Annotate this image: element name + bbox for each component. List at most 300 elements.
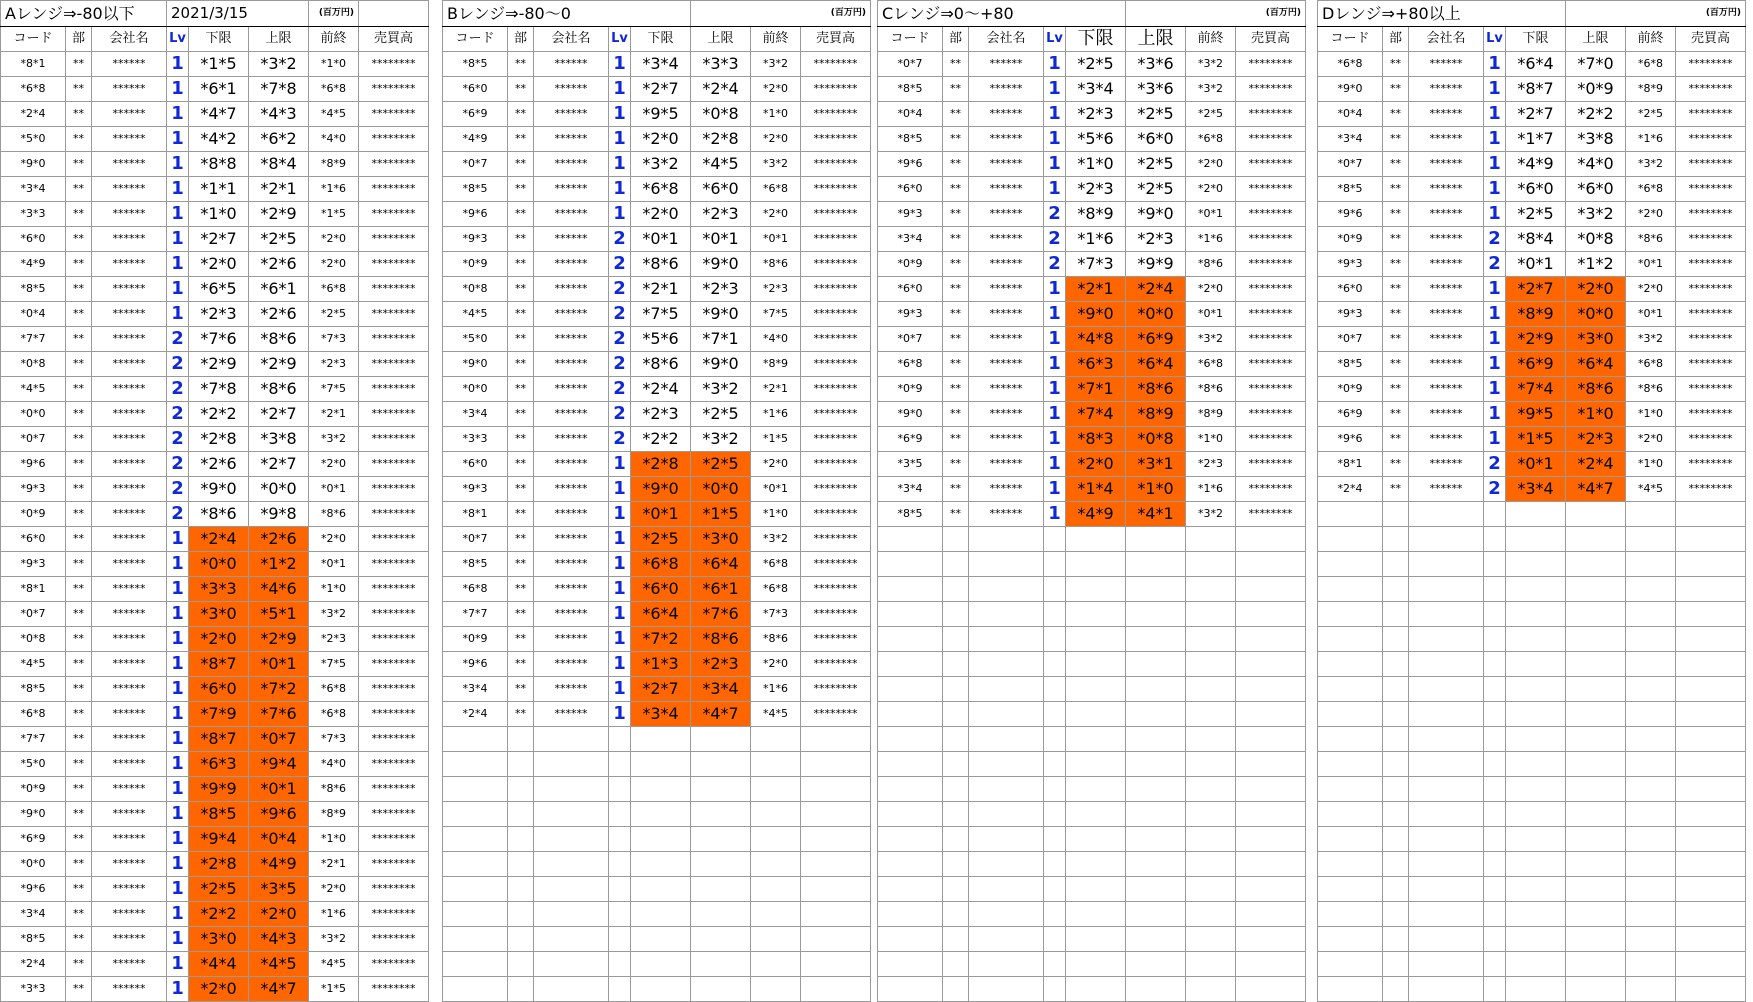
empty-cell[interactable] [1066, 677, 1126, 702]
level-cell[interactable]: 1 [167, 927, 189, 952]
empty-cell[interactable] [943, 752, 969, 777]
lower-limit-cell[interactable]: *6*4 [1506, 52, 1566, 77]
company-cell[interactable]: ****** [534, 527, 609, 552]
volume-cell[interactable]: ******** [359, 852, 429, 877]
empty-cell[interactable] [1484, 752, 1506, 777]
level-cell[interactable]: 1 [167, 127, 189, 152]
empty-cell[interactable] [1236, 877, 1306, 902]
empty-cell[interactable] [534, 902, 609, 927]
volume-cell[interactable]: ******** [1676, 52, 1746, 77]
volume-cell[interactable]: ******** [359, 977, 429, 1002]
company-cell[interactable]: ****** [92, 977, 167, 1002]
volume-cell[interactable]: ******** [359, 227, 429, 252]
company-cell[interactable]: ****** [1409, 52, 1484, 77]
level-cell[interactable]: 1 [167, 202, 189, 227]
company-cell[interactable]: ****** [1409, 277, 1484, 302]
volume-cell[interactable]: ******** [359, 52, 429, 77]
empty-cell[interactable] [969, 527, 1044, 552]
empty-cell[interactable] [943, 927, 969, 952]
section-cell[interactable]: ** [1383, 77, 1409, 102]
company-cell[interactable]: ****** [92, 302, 167, 327]
prev-close-cell[interactable]: *3*2 [309, 427, 359, 452]
empty-cell[interactable] [1484, 827, 1506, 852]
empty-cell[interactable] [1676, 677, 1746, 702]
empty-cell[interactable] [1676, 927, 1746, 952]
volume-cell[interactable]: ******** [801, 552, 871, 577]
empty-cell[interactable] [1409, 952, 1484, 977]
volume-cell[interactable]: ******** [1236, 377, 1306, 402]
empty-cell[interactable] [534, 777, 609, 802]
upper-limit-cell[interactable]: *3*6 [1126, 77, 1186, 102]
upper-limit-cell[interactable]: *3*2 [249, 52, 309, 77]
code-cell[interactable]: *0*9 [1, 777, 66, 802]
upper-limit-cell[interactable]: *3*4 [691, 677, 751, 702]
volume-cell[interactable]: ******** [1676, 227, 1746, 252]
section-cell[interactable]: ** [66, 627, 92, 652]
level-cell[interactable]: 1 [167, 702, 189, 727]
empty-cell[interactable] [1044, 652, 1066, 677]
lower-limit-cell[interactable]: *2*4 [631, 377, 691, 402]
volume-cell[interactable]: ******** [1236, 352, 1306, 377]
company-cell[interactable]: ****** [1409, 202, 1484, 227]
empty-cell[interactable] [1484, 927, 1506, 952]
section-cell[interactable]: ** [943, 52, 969, 77]
empty-cell[interactable] [1676, 552, 1746, 577]
empty-cell[interactable] [1506, 977, 1566, 1002]
level-cell[interactable]: 2 [1484, 252, 1506, 277]
upper-limit-cell[interactable]: *2*3 [1566, 427, 1626, 452]
empty-cell[interactable] [1126, 802, 1186, 827]
column-header-prev[interactable]: 前終 [1186, 27, 1236, 52]
prev-close-cell[interactable]: *3*2 [751, 152, 801, 177]
upper-limit-cell[interactable]: *6*4 [1126, 352, 1186, 377]
volume-cell[interactable]: ******** [359, 927, 429, 952]
code-cell[interactable]: *8*5 [443, 52, 508, 77]
company-cell[interactable]: ****** [92, 52, 167, 77]
code-cell[interactable]: *8*5 [1, 677, 66, 702]
empty-cell[interactable] [1506, 952, 1566, 977]
section-cell[interactable]: ** [508, 302, 534, 327]
empty-cell[interactable] [751, 827, 801, 852]
code-cell[interactable]: *9*3 [1318, 252, 1383, 277]
level-cell[interactable]: 1 [167, 952, 189, 977]
lower-limit-cell[interactable]: *9*4 [189, 827, 249, 852]
lower-limit-cell[interactable]: *3*2 [631, 152, 691, 177]
level-cell[interactable]: 2 [609, 327, 631, 352]
empty-cell[interactable] [943, 802, 969, 827]
volume-cell[interactable]: ******** [801, 352, 871, 377]
empty-cell[interactable] [943, 702, 969, 727]
empty-cell[interactable] [751, 902, 801, 927]
prev-close-cell[interactable]: *4*5 [1626, 477, 1676, 502]
section-cell[interactable]: ** [508, 127, 534, 152]
volume-cell[interactable]: ******** [359, 352, 429, 377]
empty-cell[interactable] [1506, 877, 1566, 902]
upper-limit-cell[interactable]: *0*0 [1126, 302, 1186, 327]
code-cell[interactable]: *0*7 [878, 327, 943, 352]
volume-cell[interactable]: ******** [359, 952, 429, 977]
company-cell[interactable]: ****** [969, 452, 1044, 477]
prev-close-cell[interactable]: *0*1 [1626, 252, 1676, 277]
level-cell[interactable]: 1 [609, 477, 631, 502]
empty-cell[interactable] [1506, 702, 1566, 727]
prev-close-cell[interactable]: *3*2 [309, 927, 359, 952]
code-cell[interactable]: *0*4 [1318, 102, 1383, 127]
volume-cell[interactable]: ******** [359, 827, 429, 852]
prev-close-cell[interactable]: *6*8 [1626, 52, 1676, 77]
level-cell[interactable]: 1 [1044, 427, 1066, 452]
code-cell[interactable]: *8*5 [443, 177, 508, 202]
empty-cell[interactable] [1409, 527, 1484, 552]
level-cell[interactable]: 1 [609, 77, 631, 102]
prev-close-cell[interactable]: *6*8 [309, 702, 359, 727]
upper-limit-cell[interactable]: *0*8 [1566, 227, 1626, 252]
section-cell[interactable]: ** [66, 477, 92, 502]
upper-limit-cell[interactable]: *3*1 [1126, 452, 1186, 477]
level-cell[interactable]: 1 [1484, 152, 1506, 177]
empty-cell[interactable] [969, 627, 1044, 652]
column-header-bu[interactable]: 部 [508, 27, 534, 52]
empty-cell[interactable] [1484, 502, 1506, 527]
code-cell[interactable]: *9*3 [1, 477, 66, 502]
prev-close-cell[interactable]: *0*1 [309, 552, 359, 577]
upper-limit-cell[interactable]: *4*3 [249, 927, 309, 952]
empty-cell[interactable] [1318, 927, 1383, 952]
lower-limit-cell[interactable]: *1*5 [189, 52, 249, 77]
empty-cell[interactable] [1676, 977, 1746, 1002]
section-cell[interactable]: ** [66, 277, 92, 302]
level-cell[interactable]: 1 [1484, 327, 1506, 352]
empty-cell[interactable] [1409, 577, 1484, 602]
empty-cell[interactable] [878, 677, 943, 702]
empty-cell[interactable] [1383, 927, 1409, 952]
empty-cell[interactable] [1626, 802, 1676, 827]
company-cell[interactable]: ****** [969, 177, 1044, 202]
prev-close-cell[interactable]: *2*0 [309, 252, 359, 277]
empty-cell[interactable] [631, 952, 691, 977]
empty-cell[interactable] [534, 927, 609, 952]
empty-cell[interactable] [1409, 802, 1484, 827]
upper-limit-cell[interactable]: *2*8 [691, 127, 751, 152]
lower-limit-cell[interactable]: *1*7 [1506, 127, 1566, 152]
upper-limit-cell[interactable]: *9*0 [691, 352, 751, 377]
lower-limit-cell[interactable]: *1*0 [1066, 152, 1126, 177]
volume-cell[interactable]: ******** [801, 302, 871, 327]
lower-limit-cell[interactable]: *8*9 [1066, 202, 1126, 227]
lower-limit-cell[interactable]: *3*4 [631, 702, 691, 727]
empty-cell[interactable] [943, 602, 969, 627]
code-cell[interactable]: *3*4 [443, 402, 508, 427]
company-cell[interactable]: ****** [969, 77, 1044, 102]
lower-limit-cell[interactable]: *8*6 [189, 502, 249, 527]
column-header-prev[interactable]: 前終 [1626, 27, 1676, 52]
section-cell[interactable]: ** [1383, 202, 1409, 227]
prev-close-cell[interactable]: *1*0 [309, 577, 359, 602]
upper-limit-cell[interactable]: *2*6 [249, 302, 309, 327]
company-cell[interactable]: ****** [969, 352, 1044, 377]
code-cell[interactable]: *3*4 [1, 177, 66, 202]
volume-cell[interactable]: ******** [359, 877, 429, 902]
empty-cell[interactable] [1186, 827, 1236, 852]
empty-cell[interactable] [1318, 952, 1383, 977]
level-cell[interactable]: 1 [167, 227, 189, 252]
code-cell[interactable]: *9*0 [878, 402, 943, 427]
empty-cell[interactable] [534, 977, 609, 1002]
empty-cell[interactable] [1126, 677, 1186, 702]
code-cell[interactable]: *8*5 [1, 927, 66, 952]
empty-cell[interactable] [1236, 952, 1306, 977]
code-cell[interactable]: *2*4 [1, 952, 66, 977]
empty-cell[interactable] [1126, 702, 1186, 727]
code-cell[interactable]: *9*6 [1318, 427, 1383, 452]
upper-limit-cell[interactable]: *3*6 [1126, 52, 1186, 77]
company-cell[interactable]: ****** [1409, 252, 1484, 277]
empty-cell[interactable] [969, 827, 1044, 852]
section-cell[interactable]: ** [66, 927, 92, 952]
volume-cell[interactable]: ******** [801, 277, 871, 302]
section-cell[interactable]: ** [943, 127, 969, 152]
empty-cell[interactable] [1626, 952, 1676, 977]
section-cell[interactable]: ** [1383, 352, 1409, 377]
company-cell[interactable]: ****** [534, 602, 609, 627]
section-cell[interactable]: ** [508, 552, 534, 577]
prev-close-cell[interactable]: *3*2 [751, 52, 801, 77]
section-cell[interactable]: ** [66, 977, 92, 1002]
empty-cell[interactable] [1484, 852, 1506, 877]
upper-limit-cell[interactable]: *6*2 [249, 127, 309, 152]
upper-limit-cell[interactable]: *6*1 [691, 577, 751, 602]
section-cell[interactable]: ** [508, 502, 534, 527]
volume-cell[interactable]: ******** [801, 627, 871, 652]
lower-limit-cell[interactable]: *2*7 [631, 77, 691, 102]
company-cell[interactable]: ****** [92, 827, 167, 852]
code-cell[interactable]: *4*5 [1, 377, 66, 402]
lower-limit-cell[interactable]: *1*5 [1506, 427, 1566, 452]
company-cell[interactable]: ****** [1409, 377, 1484, 402]
empty-cell[interactable] [1044, 752, 1066, 777]
section-cell[interactable]: ** [66, 152, 92, 177]
empty-cell[interactable] [878, 977, 943, 1002]
code-cell[interactable]: *9*6 [443, 202, 508, 227]
section-cell[interactable]: ** [66, 602, 92, 627]
empty-cell[interactable] [609, 927, 631, 952]
empty-cell[interactable] [1044, 777, 1066, 802]
prev-close-cell[interactable]: *4*5 [309, 102, 359, 127]
section-cell[interactable]: ** [66, 752, 92, 777]
code-cell[interactable]: *7*7 [443, 602, 508, 627]
lower-limit-cell[interactable]: *5*6 [631, 327, 691, 352]
lower-limit-cell[interactable]: *6*0 [189, 677, 249, 702]
section-cell[interactable]: ** [66, 702, 92, 727]
company-cell[interactable]: ****** [1409, 102, 1484, 127]
empty-cell[interactable] [1126, 852, 1186, 877]
lower-limit-cell[interactable]: *2*5 [1506, 202, 1566, 227]
empty-cell[interactable] [1626, 852, 1676, 877]
empty-cell[interactable] [1236, 727, 1306, 752]
volume-cell[interactable]: ******** [1236, 452, 1306, 477]
code-cell[interactable]: *9*6 [1, 452, 66, 477]
lower-limit-cell[interactable]: *2*5 [1066, 52, 1126, 77]
volume-cell[interactable]: ******** [801, 452, 871, 477]
volume-cell[interactable]: ******** [359, 252, 429, 277]
column-header-lo[interactable]: 下限 [631, 27, 691, 52]
upper-limit-cell[interactable]: *8*6 [249, 327, 309, 352]
section-cell[interactable]: ** [508, 402, 534, 427]
level-cell[interactable]: 1 [167, 652, 189, 677]
volume-cell[interactable]: ******** [1236, 252, 1306, 277]
code-cell[interactable]: *0*8 [1, 627, 66, 652]
empty-cell[interactable] [969, 852, 1044, 877]
empty-cell[interactable] [1186, 527, 1236, 552]
lower-limit-cell[interactable]: *2*0 [1066, 452, 1126, 477]
code-cell[interactable]: *8*5 [443, 552, 508, 577]
empty-cell[interactable] [1318, 777, 1383, 802]
empty-cell[interactable] [943, 627, 969, 652]
empty-cell[interactable] [1236, 802, 1306, 827]
code-cell[interactable]: *9*0 [1, 802, 66, 827]
lower-limit-cell[interactable]: *8*6 [631, 252, 691, 277]
volume-cell[interactable]: ******** [801, 177, 871, 202]
range-title[interactable]: Cレンジ⇒0～+80 [878, 1, 1126, 27]
empty-cell[interactable] [1676, 527, 1746, 552]
empty-cell[interactable] [1484, 652, 1506, 677]
section-cell[interactable]: ** [943, 452, 969, 477]
empty-cell[interactable] [1318, 577, 1383, 602]
upper-limit-cell[interactable]: *2*5 [1126, 102, 1186, 127]
lower-limit-cell[interactable]: *7*8 [189, 377, 249, 402]
company-cell[interactable]: ****** [534, 77, 609, 102]
upper-limit-cell[interactable]: *2*4 [1126, 277, 1186, 302]
empty-cell[interactable] [1566, 702, 1626, 727]
empty-cell[interactable] [691, 827, 751, 852]
code-cell[interactable]: *5*0 [1, 127, 66, 152]
empty-cell[interactable] [1626, 927, 1676, 952]
volume-cell[interactable]: ******** [359, 602, 429, 627]
prev-close-cell[interactable]: *2*0 [1186, 152, 1236, 177]
empty-cell[interactable] [631, 727, 691, 752]
code-cell[interactable]: *6*0 [1318, 277, 1383, 302]
prev-close-cell[interactable]: *4*5 [309, 952, 359, 977]
prev-close-cell[interactable]: *3*2 [1186, 77, 1236, 102]
code-cell[interactable]: *0*7 [1, 427, 66, 452]
prev-close-cell[interactable]: *1*0 [309, 827, 359, 852]
level-cell[interactable]: 1 [167, 52, 189, 77]
empty-cell[interactable] [801, 727, 871, 752]
company-cell[interactable]: ****** [92, 802, 167, 827]
empty-cell[interactable] [1506, 627, 1566, 652]
empty-cell[interactable] [1186, 702, 1236, 727]
volume-cell[interactable]: ******** [1236, 202, 1306, 227]
upper-limit-cell[interactable]: *7*0 [1566, 52, 1626, 77]
level-cell[interactable]: 1 [167, 252, 189, 277]
prev-close-cell[interactable]: *8*6 [751, 627, 801, 652]
section-cell[interactable]: ** [943, 102, 969, 127]
prev-close-cell[interactable]: *6*8 [1626, 352, 1676, 377]
empty-cell[interactable] [1066, 702, 1126, 727]
empty-cell[interactable] [801, 777, 871, 802]
company-cell[interactable]: ****** [92, 202, 167, 227]
empty-cell[interactable] [751, 777, 801, 802]
empty-cell[interactable] [1566, 527, 1626, 552]
level-cell[interactable]: 2 [609, 377, 631, 402]
lower-limit-cell[interactable]: *7*2 [631, 627, 691, 652]
empty-cell[interactable] [1626, 777, 1676, 802]
column-header-vol[interactable]: 売買高 [1236, 27, 1306, 52]
empty-cell[interactable] [1044, 727, 1066, 752]
prev-close-cell[interactable]: *3*2 [751, 527, 801, 552]
code-cell[interactable]: *6*0 [878, 177, 943, 202]
volume-cell[interactable]: ******** [359, 452, 429, 477]
section-cell[interactable]: ** [1383, 52, 1409, 77]
empty-cell[interactable] [1186, 552, 1236, 577]
code-cell[interactable]: *3*5 [878, 452, 943, 477]
empty-cell[interactable] [1409, 777, 1484, 802]
volume-cell[interactable]: ******** [801, 127, 871, 152]
lower-limit-cell[interactable]: *2*0 [631, 202, 691, 227]
empty-cell[interactable] [1236, 902, 1306, 927]
empty-cell[interactable] [1318, 977, 1383, 1002]
level-cell[interactable]: 2 [1044, 227, 1066, 252]
code-cell[interactable]: *0*7 [443, 527, 508, 552]
column-header-na[interactable]: 会社名 [534, 27, 609, 52]
lower-limit-cell[interactable]: *2*8 [189, 852, 249, 877]
empty-cell[interactable] [1236, 827, 1306, 852]
upper-limit-cell[interactable]: *7*8 [249, 77, 309, 102]
empty-cell[interactable] [1044, 827, 1066, 852]
section-cell[interactable]: ** [943, 177, 969, 202]
section-cell[interactable]: ** [508, 527, 534, 552]
empty-cell[interactable] [801, 852, 871, 877]
empty-cell[interactable] [1676, 827, 1746, 852]
company-cell[interactable]: ****** [969, 427, 1044, 452]
empty-cell[interactable] [1506, 652, 1566, 677]
section-cell[interactable]: ** [508, 327, 534, 352]
volume-cell[interactable]: ******** [1236, 177, 1306, 202]
volume-cell[interactable]: ******** [359, 477, 429, 502]
prev-close-cell[interactable]: *6*8 [1186, 127, 1236, 152]
volume-cell[interactable]: ******** [359, 427, 429, 452]
empty-cell[interactable] [1506, 677, 1566, 702]
lower-limit-cell[interactable]: *7*5 [631, 302, 691, 327]
empty-cell[interactable] [1066, 827, 1126, 852]
upper-limit-cell[interactable]: *4*7 [1566, 477, 1626, 502]
level-cell[interactable]: 1 [167, 277, 189, 302]
code-cell[interactable]: *3*3 [443, 427, 508, 452]
upper-limit-cell[interactable]: *9*0 [691, 302, 751, 327]
lower-limit-cell[interactable]: *7*6 [189, 327, 249, 352]
level-cell[interactable]: 2 [167, 427, 189, 452]
code-cell[interactable]: *9*0 [443, 352, 508, 377]
company-cell[interactable]: ****** [1409, 152, 1484, 177]
empty-cell[interactable] [878, 727, 943, 752]
code-cell[interactable]: *0*9 [878, 377, 943, 402]
upper-limit-cell[interactable]: *2*5 [691, 402, 751, 427]
empty-cell[interactable] [508, 752, 534, 777]
company-cell[interactable]: ****** [92, 702, 167, 727]
empty-cell[interactable] [878, 752, 943, 777]
empty-cell[interactable] [1318, 802, 1383, 827]
company-cell[interactable]: ****** [92, 327, 167, 352]
empty-cell[interactable] [1409, 902, 1484, 927]
empty-cell[interactable] [609, 727, 631, 752]
empty-cell[interactable] [1506, 552, 1566, 577]
volume-cell[interactable]: ******** [359, 77, 429, 102]
prev-close-cell[interactable]: *1*6 [1186, 227, 1236, 252]
empty-cell[interactable] [1318, 702, 1383, 727]
level-cell[interactable]: 1 [1484, 177, 1506, 202]
code-cell[interactable]: *9*6 [443, 652, 508, 677]
section-cell[interactable]: ** [66, 852, 92, 877]
